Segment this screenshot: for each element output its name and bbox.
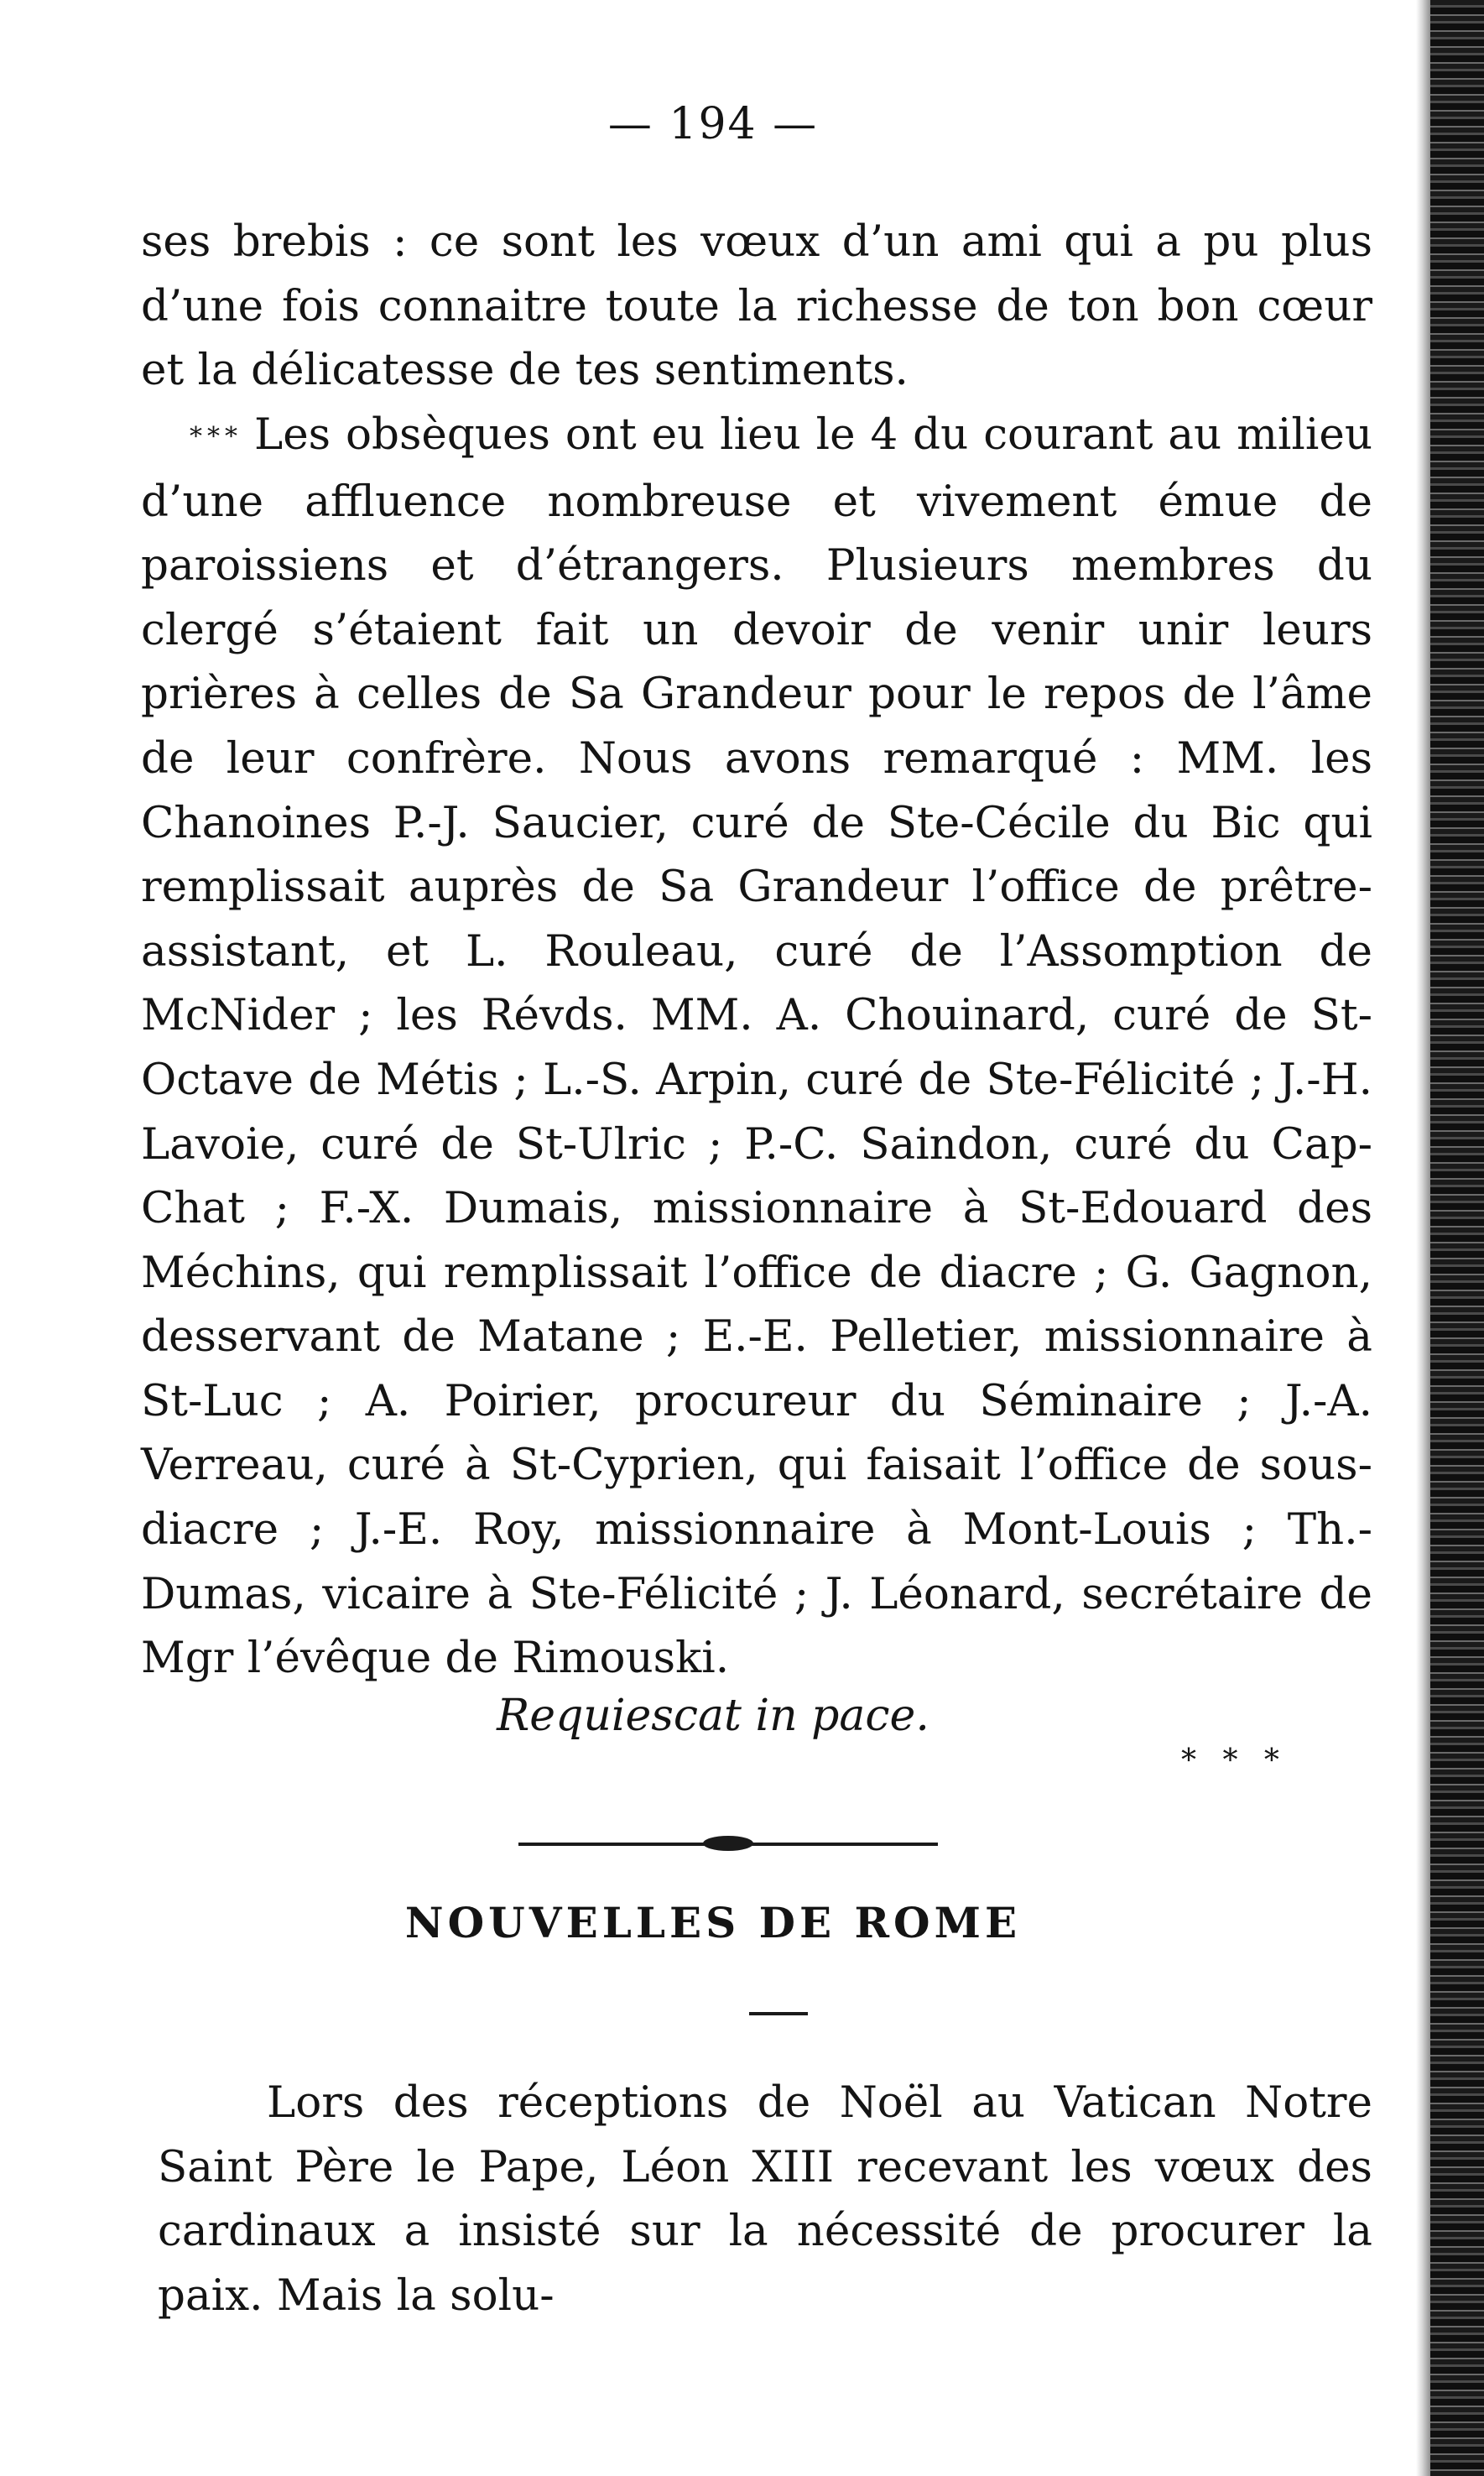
heading-rule xyxy=(749,2012,808,2015)
signature-stars: * * * xyxy=(1181,1744,1288,1778)
paragraph-rome: Lors des réceptions de Noël au Vatican Notre Saint Père le Pape, Léon XIII recevant les vœux des cardinaux a insisté sur la nécessité de procurer la paix. Mais la solu- xyxy=(158,2077,1372,2321)
article-body xyxy=(141,210,1372,1691)
paragraph-funeral-text: Les obsèques ont eu lieu le 4 du courant au milieu d’une affluence nombreuse et vivement émue de paroissiens et d’étrangers. Plusieurs membres du clergé s’étaient fait un devoir de venir unir leurs prières à celles de Sa Grandeur pour le repos de l’âme de leur confrère. Nous avons remarqué : MM. les Chanoines P.-J. Saucier, curé de Ste-Cécile du Bic qui remplissait auprès de Sa Grandeur l’office de prêtre-assistant, et L. Rouleau, curé de l’Assomption de McNider ; les Révds. MM. A. Chouinard, curé de St-Octave de Métis ; L.-S. Arpin, curé de Ste-Félicité ; J.-H. Lavoie, curé de St-Ulric ; P.-C. Saindon, curé du Cap-Chat ; F.-X. Dumais, missionnaire à St-Edouard des Méchins, qui remplissait l’office de diacre ; G. Gagnon, desservant de Matane ; E.-E. Pelletier, missionnaire à St-Luc ; A. Poirier, procureur du Séminaire ; J.-A. Verreau, curé à St-Cyprien, qui faisait l’office de sous-diacre ; J.-E. Roy, missionnaire à Mont-Louis ; Th.-Dumas, vicaire à Ste-Félicité ; J. Léonard, secrétaire de Mgr l’évêque de Rimouski. xyxy=(141,409,1372,1684)
divider-ornament xyxy=(703,1836,753,1851)
article-body-rome xyxy=(158,2071,1372,2327)
closing-line: Requiescat in pace. xyxy=(497,1691,929,1741)
binding-edge xyxy=(1430,0,1484,2476)
page-number: — 194 — xyxy=(607,99,819,149)
binding-shadow xyxy=(1416,0,1431,2476)
paragraph-funeral xyxy=(141,403,1372,1691)
asterism-mark: *** xyxy=(190,421,242,451)
paragraph-continuation: ses brebis : ce sont les vœux d’un ami qui a pu plus d’une fois connaitre toute la richesse de ton bon cœur et la délicatesse de tes sentiments. xyxy=(141,216,1372,396)
section-heading: NOUVELLES DE ROME xyxy=(404,1898,1022,1947)
